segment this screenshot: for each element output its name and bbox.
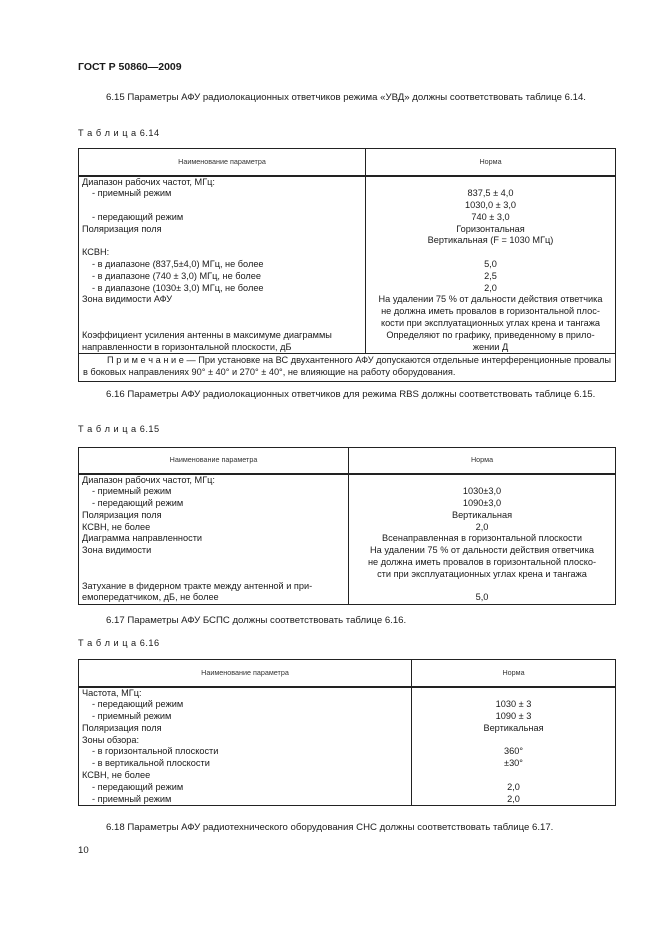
table-6-16-caption: Т а б л и ц а 6.16 xyxy=(78,638,160,648)
paragraph-6-15-text: 6.15 Параметры АФУ радиолокационных ответчиков режима «УВД» должны соответствовать таблице 6.14. xyxy=(106,92,586,103)
table-6-14-note xyxy=(79,354,616,382)
table-6-14-norm-header: Норма xyxy=(366,149,616,176)
norm-line: 1030±3,0 xyxy=(462,486,502,497)
table-6-15-norm-cell xyxy=(349,474,616,605)
norm-line xyxy=(415,688,612,700)
param-line xyxy=(82,569,345,581)
param-line: емопередатчиком, дБ, не более xyxy=(82,592,219,603)
param-line: - в диапазоне (837,5±4,0) МГц, не более xyxy=(92,259,264,270)
param-line: - приемный режим xyxy=(92,793,172,804)
param-line: Затухание в фидерном тракте между антенной и при- xyxy=(82,580,313,591)
norm-line: 5,0 xyxy=(475,592,489,603)
norm-line: 2,0 xyxy=(484,282,497,293)
paragraph-6-16 xyxy=(78,389,615,402)
norm-line: Вертикальная xyxy=(483,722,544,733)
param-line xyxy=(82,306,362,318)
param-line: Поляризация поля xyxy=(82,722,162,733)
param-line: - в горизонтальной плоскости xyxy=(92,746,219,757)
param-line xyxy=(82,318,362,330)
param-line: Зоны обзора: xyxy=(82,734,140,745)
table-6-15-caption: Т а б л и ц а 6.15 xyxy=(78,424,160,434)
param-line: Коэффициент усиления антенны в максимуме диаграммы xyxy=(82,329,332,340)
table-6-16 xyxy=(78,659,615,806)
norm-line: Вертикальная xyxy=(451,509,513,520)
paragraph-6-16-text: 6.16 Параметры АФУ радиолокационных ответчиков для режима RBS должны соответствовать таблице 6.15. xyxy=(106,389,596,400)
document-header: ГОСТ Р 50860—2009 xyxy=(78,61,182,73)
param-line: - в диапазоне (1030± 3,0) МГц, не более xyxy=(92,282,264,293)
norm-line: не должна иметь провалов в горизонтальной плоско- xyxy=(367,557,597,568)
table-6-14-norm-cell xyxy=(366,176,616,354)
norm-line: 1030,0 ± 3,0 xyxy=(464,200,517,211)
param-line: КСВН, не более xyxy=(82,521,151,532)
norm-line xyxy=(352,475,612,487)
paragraph-6-17 xyxy=(78,615,615,628)
table-6-14-caption: Т а б л и ц а 6.14 xyxy=(78,128,160,138)
param-line: - в диапазоне (740 ± 3,0) МГц, не более xyxy=(92,270,261,281)
page-number: 10 xyxy=(78,845,89,856)
norm-line: не должна иметь провалов в горизонтальной плос- xyxy=(381,306,600,317)
param-line xyxy=(82,200,362,212)
param-line: Диапазон рабочих частот, МГц: xyxy=(82,474,215,485)
norm-line: 2,0 xyxy=(475,521,489,532)
param-line: - передающий режим xyxy=(92,699,184,710)
table-6-16-norm-header: Норма xyxy=(412,660,616,687)
norm-line: кости при эксплуатационных углах крена и тангажа xyxy=(380,318,601,329)
table-6-15 xyxy=(78,447,615,605)
norm-line: Вертикальная (F = 1030 МГц) xyxy=(427,235,554,246)
norm-line xyxy=(415,770,612,782)
norm-line: жении Д xyxy=(472,341,509,352)
norm-line: 360° xyxy=(503,746,523,757)
norm-line: На удалении 75 % от дальности действия ответчика xyxy=(370,545,594,556)
table-6-16-param-header: Наименование параметра xyxy=(79,660,412,687)
param-line: Поляризация поля xyxy=(82,223,162,234)
norm-line: сти при эксплуатационных углах крена и тангажа xyxy=(377,568,587,579)
paragraph-6-18 xyxy=(78,822,615,835)
norm-line: Горизонтальная xyxy=(456,223,525,234)
paragraph-6-18-text: 6.18 Параметры АФУ радиотехнического оборудования СНС должны соответствовать таблице 6.17. xyxy=(106,822,554,833)
param-line: Зона видимости АФУ xyxy=(82,294,173,305)
param-line: - приемный режим xyxy=(92,188,172,199)
norm-line: 837,5 ± 4,0 xyxy=(467,188,514,199)
table-6-15-param-cell xyxy=(79,474,349,605)
table-6-16-norm-cell xyxy=(412,687,616,806)
table-6-15-param-header: Наименование параметра xyxy=(79,448,349,474)
param-line: направленности в горизонтальной плоскости, дБ xyxy=(82,341,292,352)
table-6-14-param-cell xyxy=(79,176,366,354)
param-line: - в вертикальной плоскости xyxy=(92,758,210,769)
norm-line: ±30° xyxy=(504,758,523,769)
param-line: КСВН: xyxy=(82,247,110,258)
param-line: КСВН, не более xyxy=(82,770,151,781)
table-6-14-param-header: Наименование параметра xyxy=(79,149,366,176)
param-line: - приемный режим xyxy=(92,486,172,497)
norm-line xyxy=(369,177,612,189)
norm-line: 740 ± 3,0 xyxy=(471,211,510,222)
paragraph-6-17-text: 6.17 Параметры АФУ БСПС должны соответствовать таблице 6.16. xyxy=(106,615,407,626)
param-line: - передающий режим xyxy=(92,781,184,792)
note-text: — При установке на ВС двухантенного АФУ допускаются отдельные интерференционные провалы в боковых направлениях 90° ± 40° и 270° ± 40°, не влияющие на работу оборудования. xyxy=(83,355,611,378)
param-line: Диаграмма направленности xyxy=(82,533,203,544)
norm-line xyxy=(415,735,612,747)
norm-line: 2,5 xyxy=(484,270,497,281)
norm-line: Всенаправленная в горизонтальной плоскости xyxy=(382,533,582,544)
table-6-16-param-cell xyxy=(79,687,412,806)
param-line xyxy=(82,557,345,569)
param-line: - передающий режим xyxy=(92,211,184,222)
norm-line: На удалении 75 % от дальности действия ответчика xyxy=(378,294,603,305)
norm-line: 5,0 xyxy=(484,259,497,270)
norm-line: 1030 ± 3 xyxy=(495,699,532,710)
norm-line: Определяют по графику, приведенному в прило- xyxy=(386,329,595,340)
norm-line xyxy=(369,247,612,259)
param-line: Частота, МГц: xyxy=(82,687,142,698)
param-line xyxy=(82,235,362,247)
norm-line: 2,0 xyxy=(507,793,520,804)
param-line: Диапазон рабочих частот, МГц: xyxy=(82,176,215,187)
param-line: Зона видимости xyxy=(82,545,152,556)
norm-line: 2,0 xyxy=(507,781,520,792)
note-label: П р и м е ч а н и е xyxy=(107,355,184,366)
table-6-15-norm-header: Норма xyxy=(349,448,616,474)
param-line: - приемный режим xyxy=(92,711,172,722)
norm-line: 1090±3,0 xyxy=(462,498,502,509)
norm-line xyxy=(352,581,612,593)
paragraph-6-15 xyxy=(78,92,615,105)
table-6-14 xyxy=(78,148,615,382)
param-line: - передающий режим xyxy=(92,498,184,509)
param-line: Поляризация поля xyxy=(82,509,162,520)
norm-line: 1090 ± 3 xyxy=(495,711,532,722)
